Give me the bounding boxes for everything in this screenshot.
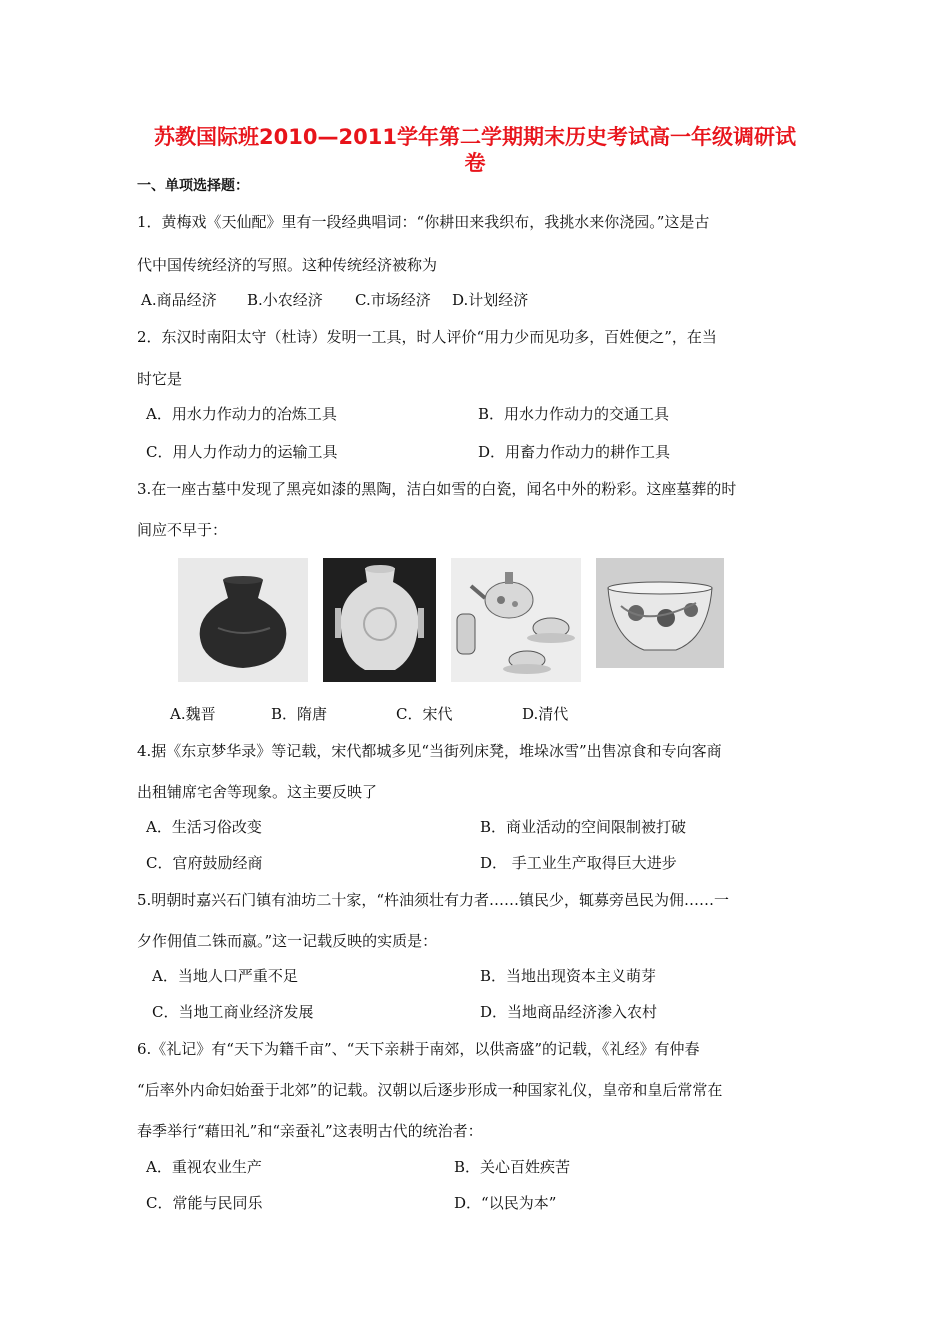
page-title	[120, 124, 830, 176]
q4-stem-line2: 出租铺席宅舍等现象。这主要反映了	[137, 783, 378, 801]
q5-option-a: A．当地人口严重不足	[152, 967, 298, 985]
q1-stem-line1: 1．黄梅戏《天仙配》里有一段经典唱词：“你耕田来我织布，我挑水来你浇园。”这是古	[137, 213, 710, 231]
porcelain-bowl-image	[596, 558, 724, 668]
white-porcelain-image	[323, 558, 436, 682]
q3-option-c: C．宋代	[396, 705, 453, 723]
q1-option-b: B.小农经济	[247, 291, 323, 309]
q5-option-c: C．当地工商业经济发展	[152, 1003, 314, 1021]
q4-option-a: A．生活习俗改变	[146, 818, 262, 836]
q3-stem-line2: 间应不早于：	[137, 521, 228, 539]
q5-option-d: D．当地商品经济渗入农村	[480, 1003, 658, 1021]
q3-option-b: B．隋唐	[271, 705, 328, 723]
q4-option-c: C．官府鼓励经商	[146, 854, 263, 872]
famille-rose-tea-set-image	[451, 558, 581, 682]
q1-option-c: C.市场经济	[355, 291, 431, 309]
q2-option-c: C．用人力作动力的运输工具	[146, 443, 338, 461]
q2-stem-line1: 2．东汉时南阳太守（杜诗）发明一工具，时人评价“用力少而见功多，百姓便之”，在当	[137, 328, 717, 346]
section-heading: 一、单项选择题：	[137, 178, 249, 194]
q2-option-a: A．用水力作动力的冶炼工具	[146, 405, 337, 423]
q2-option-d: D．用畜力作动力的耕作工具	[478, 443, 671, 461]
q3-option-a: A.魏晋	[170, 705, 216, 723]
q3-option-d: D.清代	[522, 705, 569, 723]
q1-stem-line2: 代中国传统经济的写照。这种传统经济被称为	[137, 256, 438, 274]
q3-stem-line1: 3.在一座古墓中发现了黑亮如漆的黑陶，洁白如雪的白瓷，闻名中外的粉彩。这座墓葬的时	[137, 480, 737, 498]
q4-option-b: B．商业活动的空间限制被打破	[480, 818, 687, 836]
q6-option-b: B．关心百姓疾苦	[454, 1158, 571, 1176]
q4-stem-line1: 4.据《东京梦华录》等记载，宋代都城多见“当街列床凳，堆垛冰雪”出售凉食和专向客商	[137, 742, 722, 760]
q2-stem-line2: 时它是	[137, 370, 183, 388]
title-line-2: 卷	[464, 151, 486, 175]
q6-option-c: C．常能与民同乐	[146, 1194, 263, 1212]
q6-option-d: D．“以民为本”	[454, 1194, 557, 1212]
q1-option-d: D.计划经济	[452, 291, 529, 309]
q5-stem-line2: 夕作佣值二铢而嬴。”这一记载反映的实质是：	[137, 932, 438, 950]
q5-option-b: B．当地出现资本主义萌芽	[480, 967, 657, 985]
q6-stem-line2: “后率外内命妇始蚕于北郊”的记载。汉朝以后逐步形成一种国家礼仪，皇帝和皇后常常在	[137, 1081, 723, 1099]
q5-stem-line1: 5.明朝时嘉兴石门镇有油坊二十家，“杵油须壮有力者……镇民少，辄募旁邑民为佣……一	[137, 891, 729, 909]
title-line-1: 苏教国际班2010—2011学年第二学期期末历史考试高一年级调研试	[154, 125, 796, 149]
black-pottery-image	[178, 558, 308, 682]
q4-option-d: D． 手工业生产取得巨大进步	[480, 854, 677, 872]
q6-stem-line3: 春季举行“藉田礼”和“亲蚕礼”这表明古代的统治者：	[137, 1122, 483, 1140]
q6-option-a: A．重视农业生产	[146, 1158, 262, 1176]
q6-stem-line1: 6.《礼记》有“天下为籍千亩”、“天下亲耕于南郊，以供斋盛”的记载，《礼经》有仲春	[137, 1040, 700, 1058]
q2-option-b: B．用水力作动力的交通工具	[478, 405, 670, 423]
q1-option-a: A.商品经济	[141, 291, 217, 309]
